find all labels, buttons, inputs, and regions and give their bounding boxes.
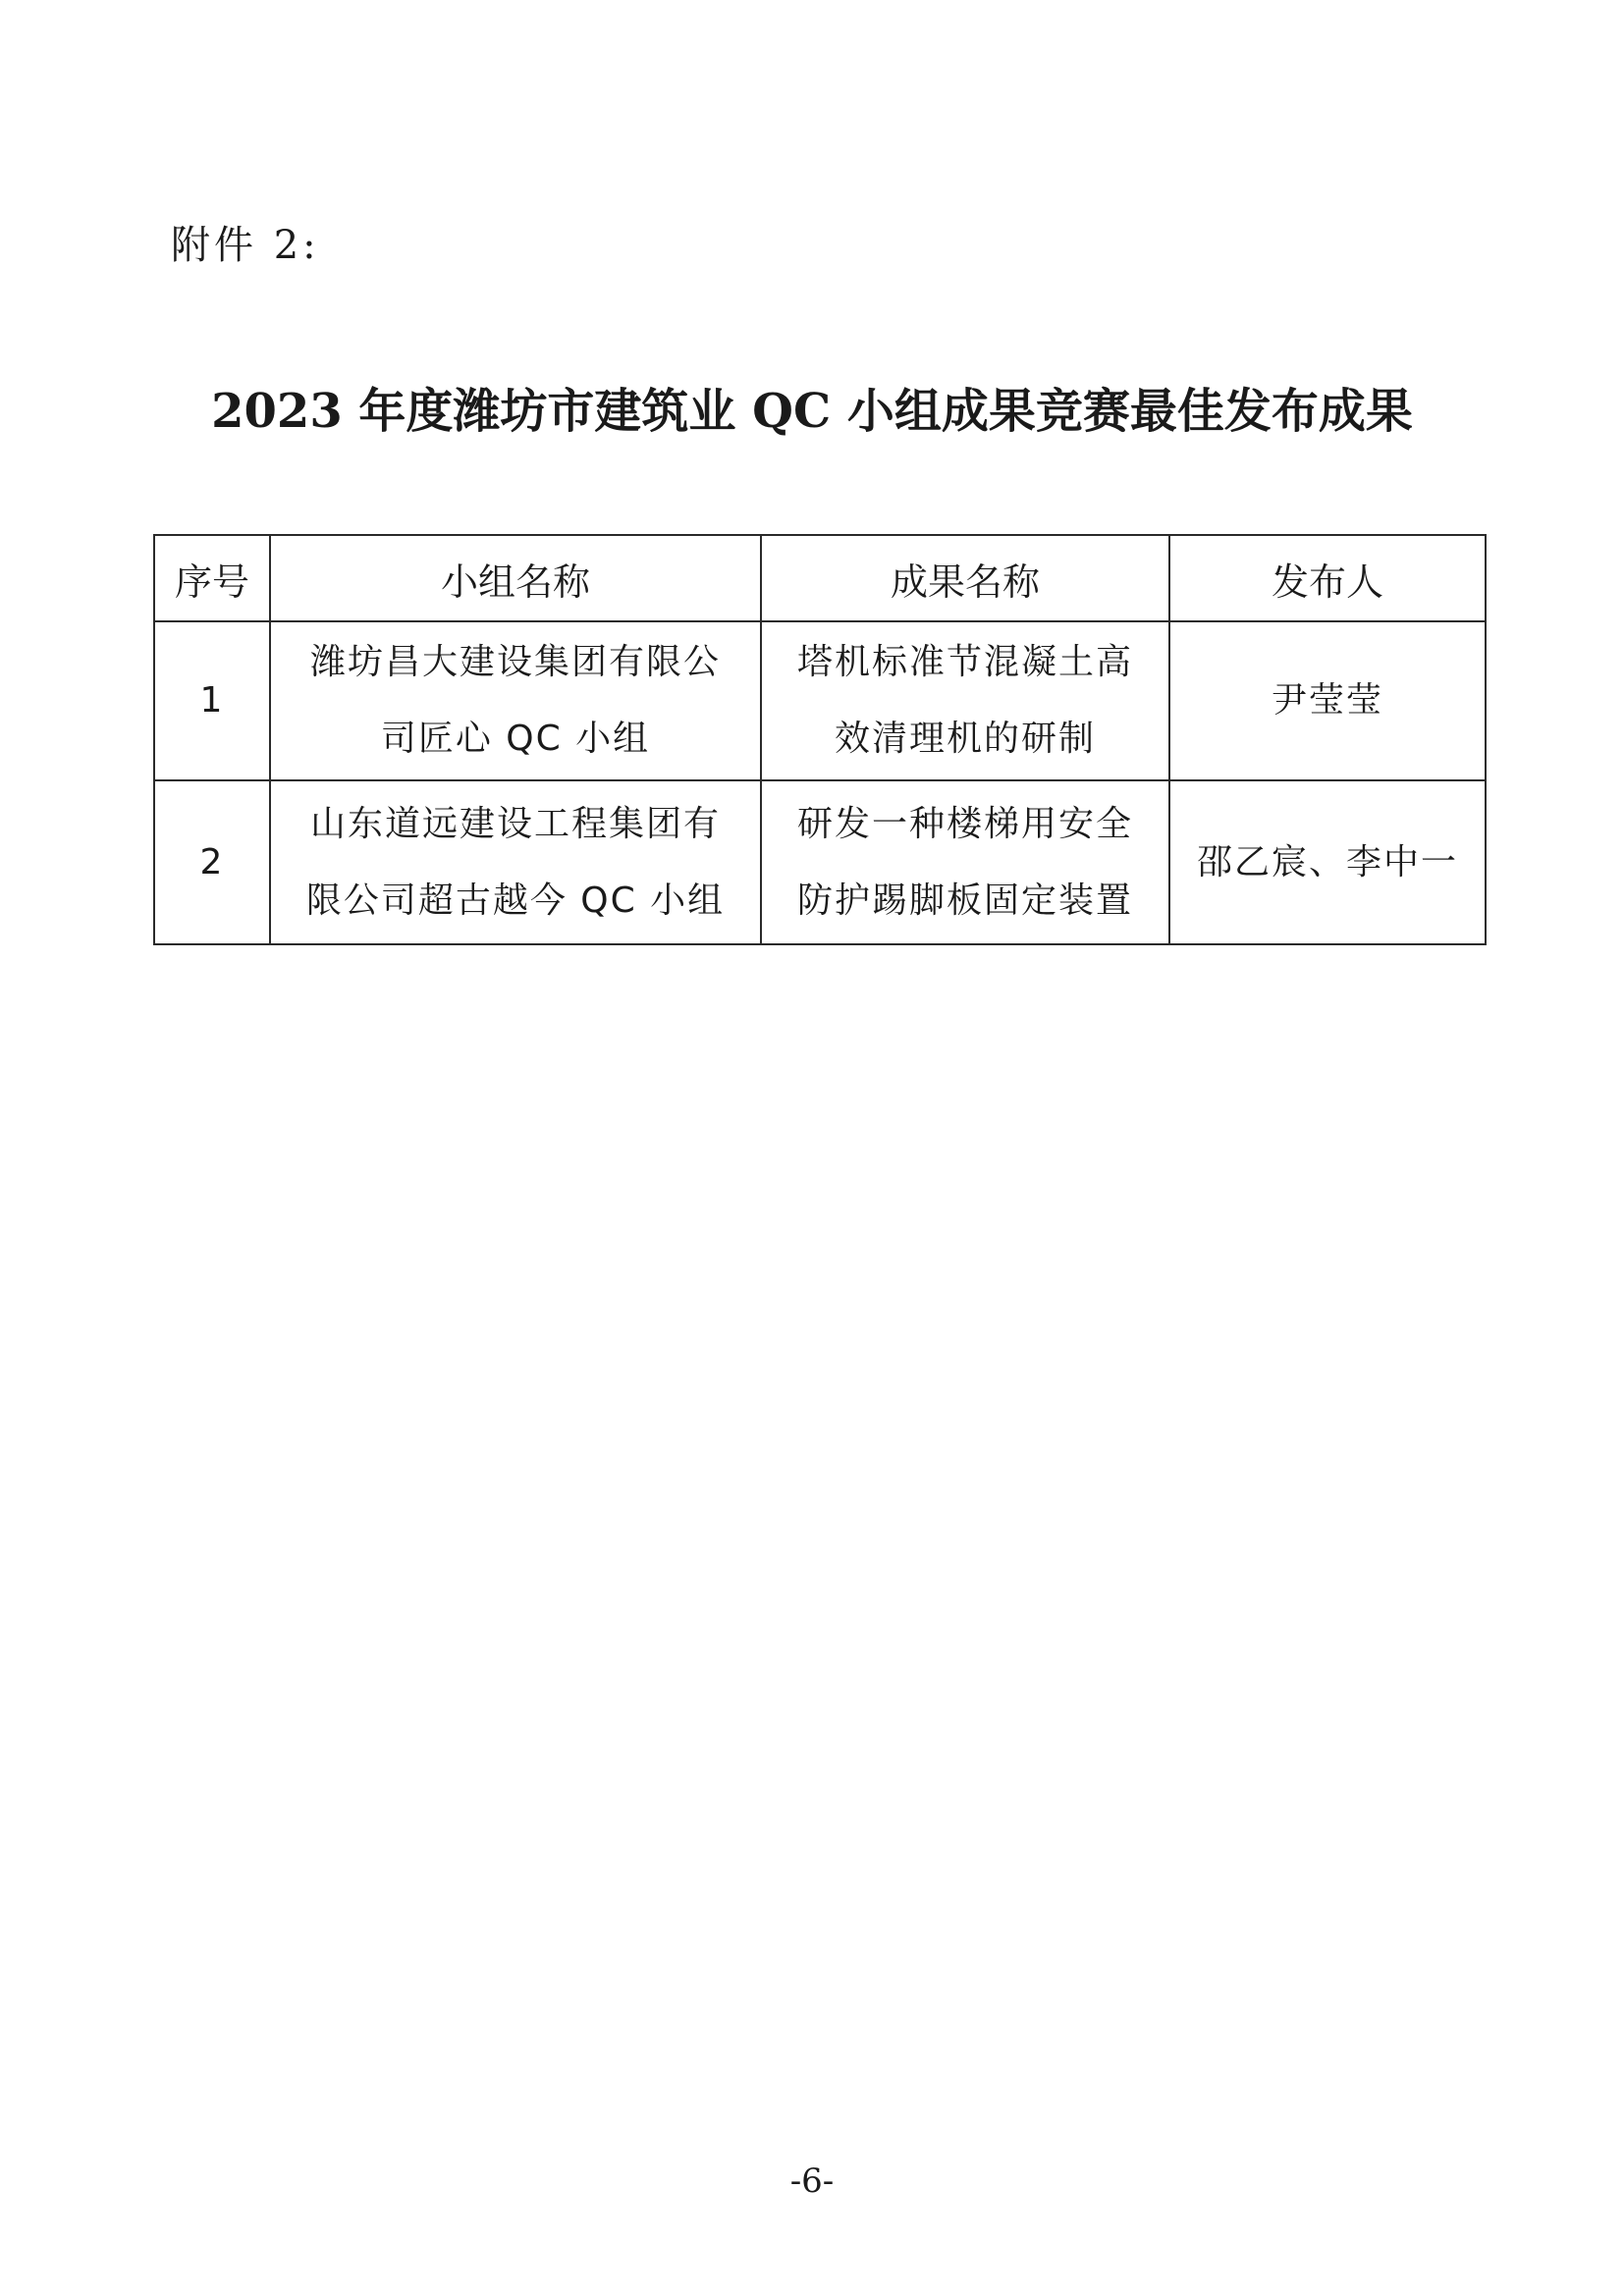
cell-text-line: 防护踢脚板固定装置: [796, 880, 1133, 921]
document-title: 2023 年度潍坊市建筑业 QC 小组成果竞赛最佳发布成果: [211, 384, 1413, 439]
cell-result-name: [761, 780, 1169, 944]
cell-serial-number: 1: [154, 621, 270, 780]
cell-text-line: 研发一种楼梯用安全: [796, 803, 1133, 844]
cell-text-line: 效清理机的研制: [834, 719, 1096, 759]
cell-text-line: 山东道远建设工程集团有: [309, 803, 721, 844]
table-header-row: [154, 535, 1486, 621]
cell-group-name: [270, 621, 761, 780]
cell-serial-number: 2: [154, 780, 270, 944]
cell-result-name: [761, 621, 1169, 780]
table-row: [154, 621, 1486, 780]
attachment-label: 附件 2:: [171, 223, 320, 268]
results-table: [153, 534, 1487, 945]
header-publisher: 发布人: [1169, 535, 1486, 621]
header-serial-number: 序号: [154, 535, 270, 621]
header-result-name: 成果名称: [761, 535, 1169, 621]
header-group-name: 小组名称: [270, 535, 761, 621]
cell-text-line: 塔机标准节混凝土高: [796, 642, 1133, 682]
cell-text-line: 限公司超古越今 QC 小组: [305, 880, 726, 921]
cell-group-name: [270, 780, 761, 944]
cell-text-line: 潍坊昌大建设集团有限公: [309, 642, 721, 682]
table-row: [154, 780, 1486, 944]
page-number: -6-: [789, 2162, 835, 2201]
cell-publisher: 邵乙宸、李中一: [1169, 780, 1486, 944]
cell-text-line: 司匠心 QC 小组: [380, 719, 651, 759]
cell-publisher: 尹莹莹: [1169, 621, 1486, 780]
